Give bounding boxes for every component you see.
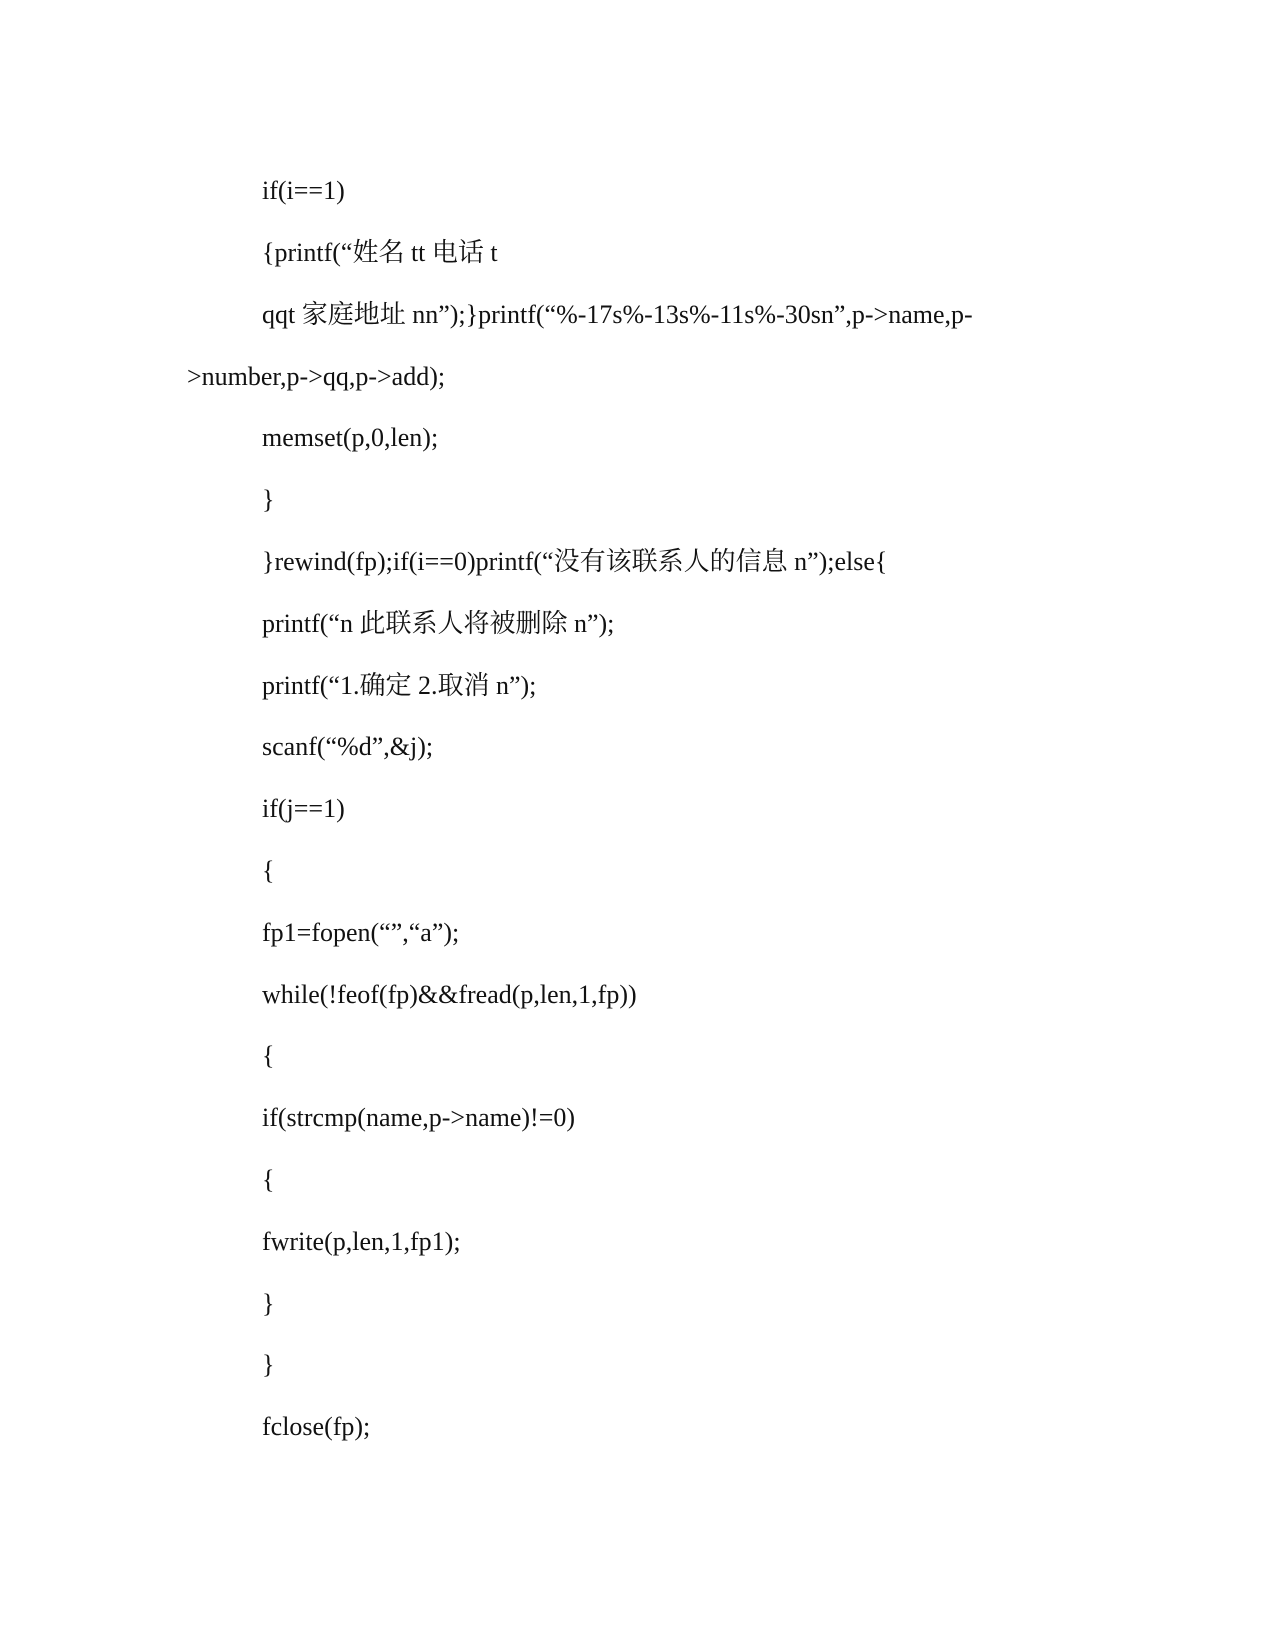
code-line-20: } xyxy=(262,1350,275,1379)
code-line-21: fclose(fp); xyxy=(262,1412,371,1441)
code-line-3: qqt 家庭地址 nn”);}printf(“%-17s%-13s%-11s%-30sn”,p->name,p- xyxy=(262,300,973,329)
code-line-15: { xyxy=(262,1041,275,1070)
code-line-14: while(!feof(fp)&&fread(p,len,1,fp)) xyxy=(262,980,637,1009)
code-line-7: }rewind(fp);if(i==0)printf(“没有该联系人的信息 n”);else{ xyxy=(262,547,888,576)
code-line-12: { xyxy=(262,856,275,885)
code-line-2: {printf(“姓名 tt 电话 t xyxy=(262,238,498,267)
code-line-5: memset(p,0,len); xyxy=(262,423,439,452)
code-line-19: } xyxy=(262,1289,275,1318)
code-line-10: scanf(“%d”,&j); xyxy=(262,732,434,761)
code-line-18: fwrite(p,len,1,fp1); xyxy=(262,1227,461,1256)
code-line-8: printf(“n 此联系人将被删除 n”); xyxy=(262,609,615,638)
code-line-4: >number,p->qq,p->add); xyxy=(187,362,446,391)
code-line-11: if(j==1) xyxy=(262,794,345,823)
code-line-6: } xyxy=(262,485,275,514)
code-line-16: if(strcmp(name,p->name)!=0) xyxy=(262,1103,576,1132)
code-line-17: { xyxy=(262,1165,275,1194)
code-line-9: printf(“1.确定 2.取消 n”); xyxy=(262,671,537,700)
code-line-13: fp1=fopen(“”,“a”); xyxy=(262,918,460,947)
code-line-1: if(i==1) xyxy=(262,176,345,205)
